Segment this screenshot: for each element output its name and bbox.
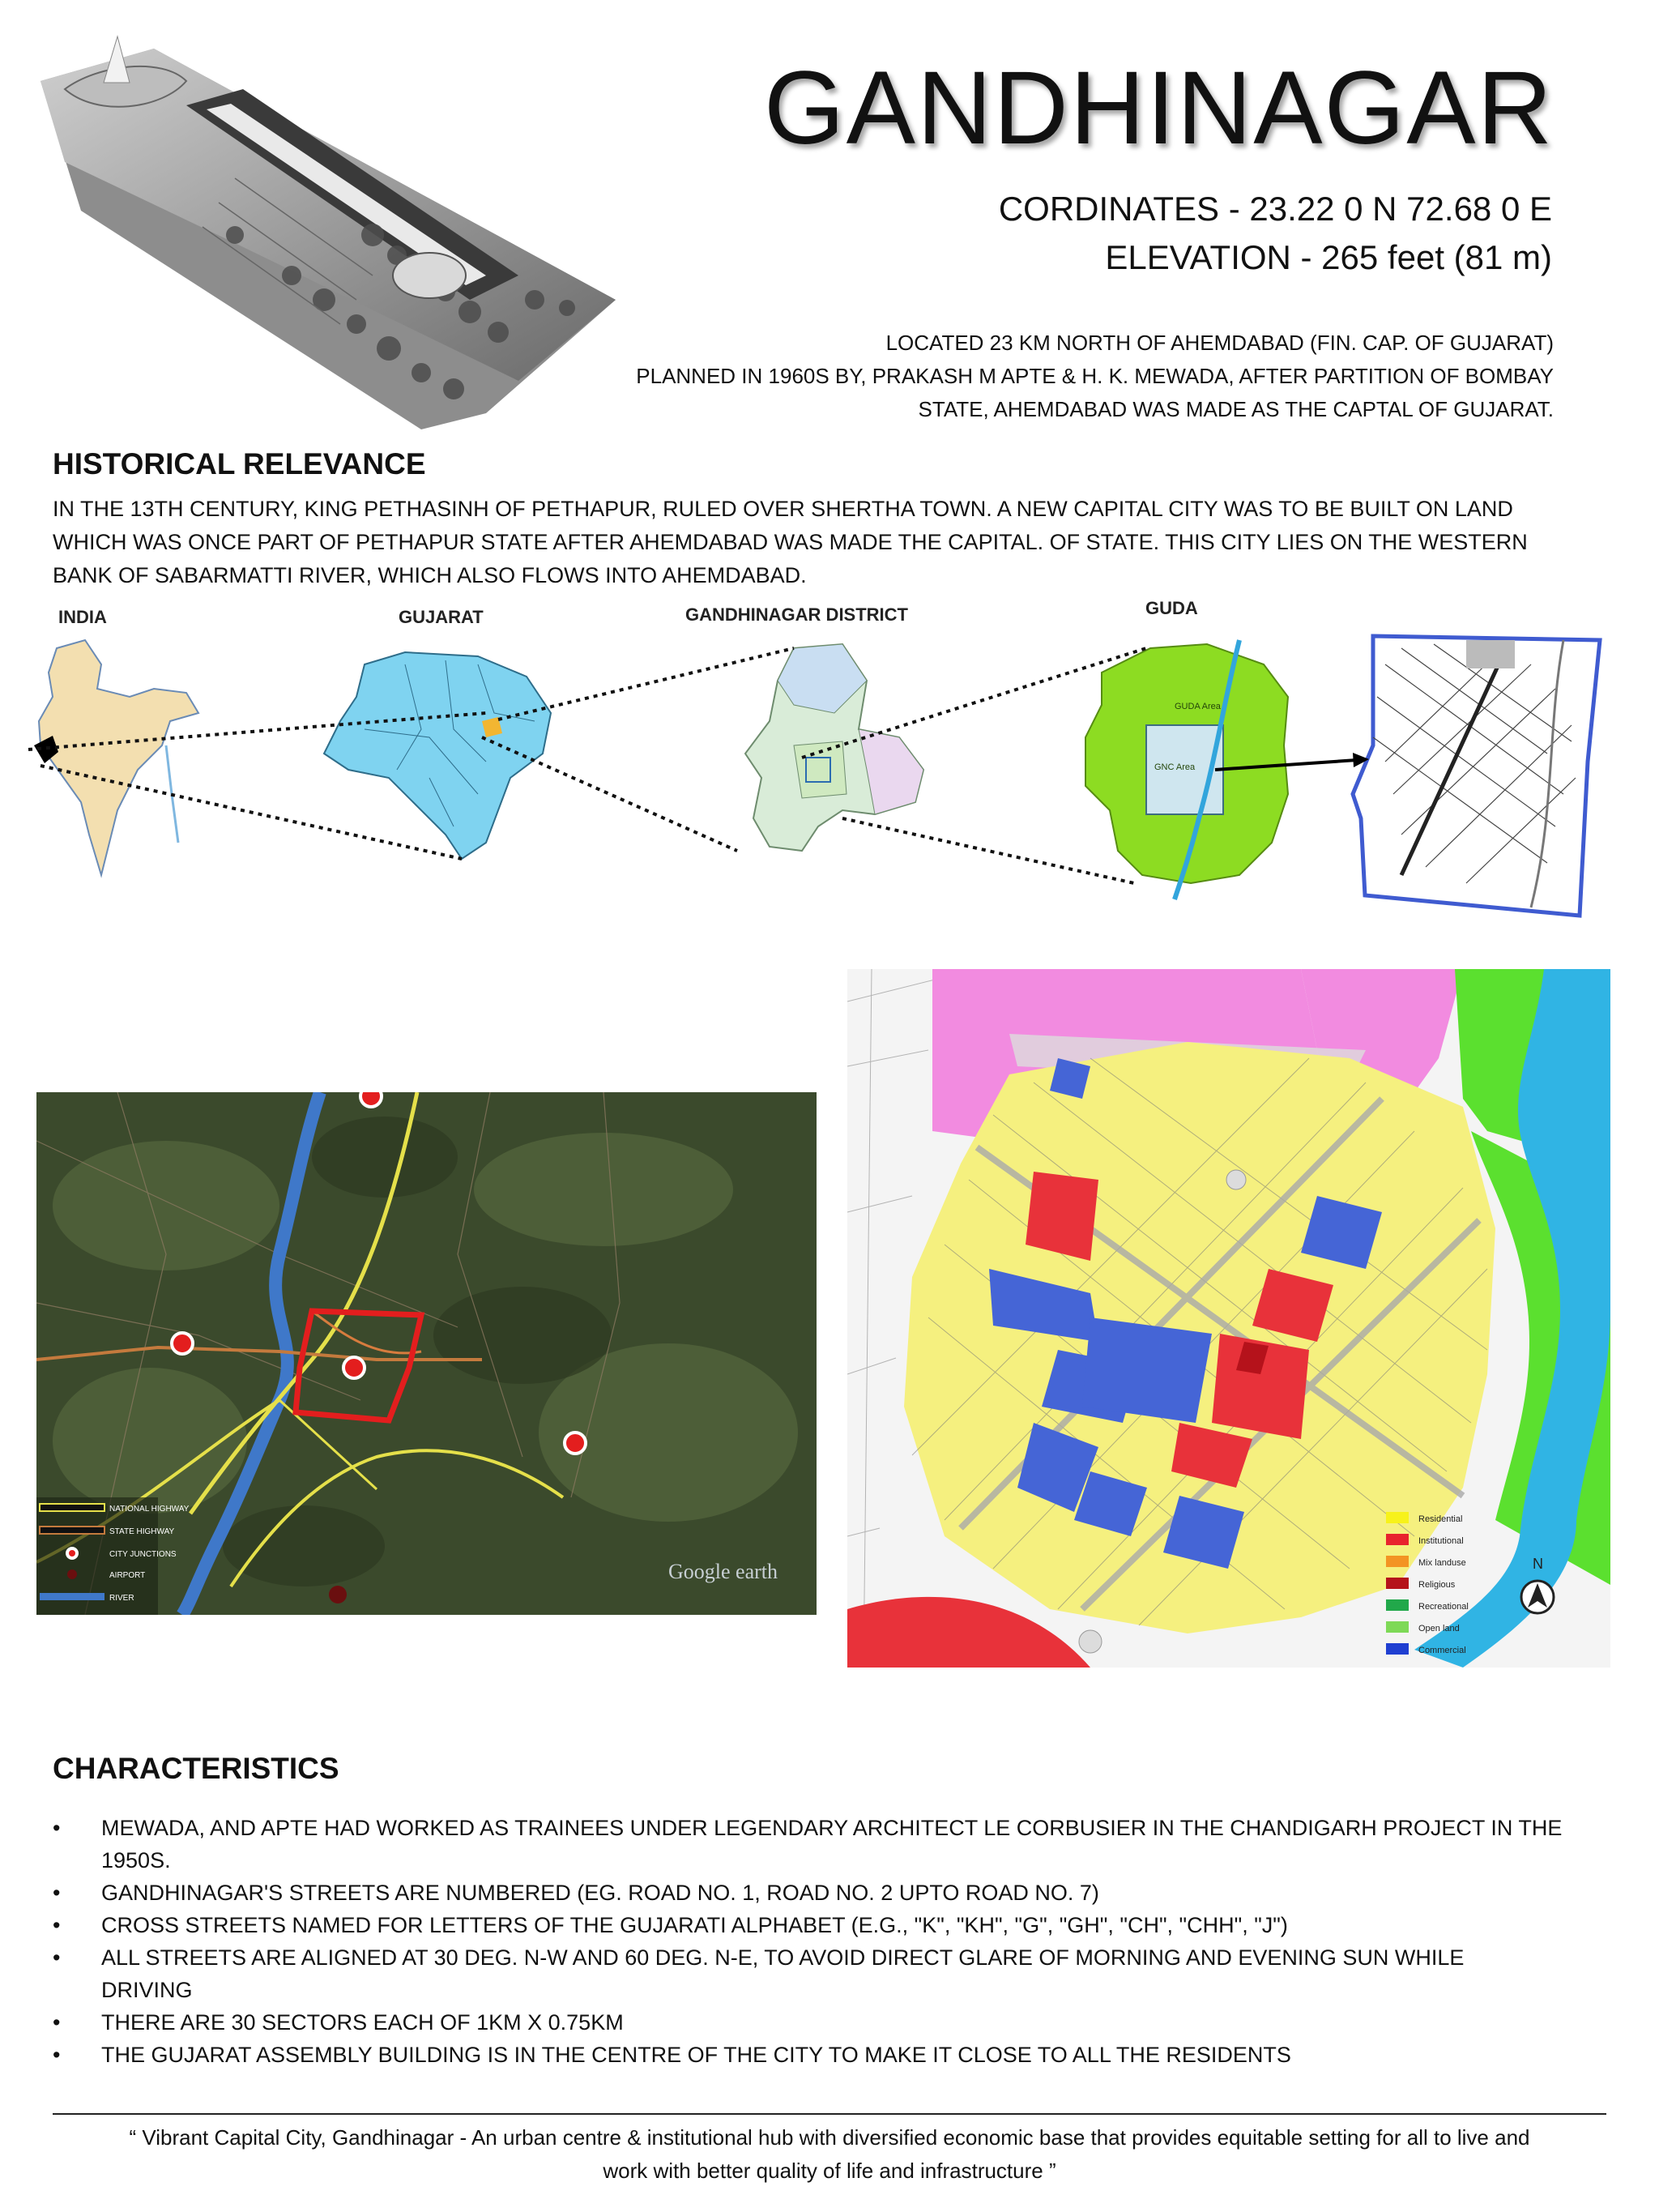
aerial-render-image — [32, 32, 624, 429]
location-line: LOCATED 23 KM NORTH OF AHEMDABAD (FIN. CAP. OF GUJARAT) — [885, 331, 1554, 355]
satellite-map-image — [36, 1092, 817, 1615]
location-line: STATE, AHEMDABAD WAS MADE AS THE CAPTAL OF GUJARAT. — [918, 397, 1554, 421]
list-item: • THERE ARE 30 SECTORS EACH OF 1KM X 0.75KM — [53, 2006, 1584, 2039]
characteristics-list — [53, 1812, 1584, 2071]
legend-label: NATIONAL HIGHWAY — [109, 1505, 190, 1514]
guda-area-tag: GUDA Area — [1175, 702, 1221, 711]
characteristics-heading: CHARACTERISTICS — [53, 1752, 339, 1785]
gnc-area-tag: GNC Area — [1154, 762, 1196, 772]
gandhinagar-district-map — [745, 644, 923, 851]
map-label-india: INDIA — [58, 607, 107, 627]
list-item: • GANDHINAGAR'S STREETS ARE NUMBERED (EG. ROAD NO. 1, ROAD NO. 2 UPTO ROAD NO. 7) — [53, 1877, 1584, 1909]
list-item: • ALL STREETS ARE ALIGNED AT 30 DEG. N-W AND 60 DEG. N-E, TO AVOID DIRECT GLARE OF MORNING AND EVENING SUN WHILE DRIVING — [53, 1941, 1584, 2006]
north-label: N — [1533, 1556, 1543, 1572]
legend-label: Religious — [1418, 1580, 1456, 1590]
vision-quote: “ Vibrant Capital City, Gandhinagar - An urban centre & institutional hub with diversified economic base that provides equitable setting for all to live and work with better quality of life and infrastructure ” — [129, 2125, 1530, 2183]
history-line: WHICH WAS ONCE PART OF PETHAPUR STATE AFTER AHEMDABAD WAS MADE THE CAPITAL. OF STATE. THIS CITY LIES ON THE WESTERN — [53, 530, 1528, 554]
legend-label: CITY JUNCTIONS — [109, 1550, 177, 1559]
land-use-map-image — [847, 969, 1610, 1668]
list-item: • MEWADA, AND APTE HAD WORKED AS TRAINEES UNDER LEGENDARY ARCHITECT LE CORBUSIER IN THE CHANDIGARH PROJECT IN THE 1950S. — [53, 1812, 1584, 1877]
map-watermark: Google earth — [668, 1560, 778, 1583]
map-label-gandhinagar-district: GANDHINAGAR DISTRICT — [685, 604, 908, 625]
location-map-strip — [24, 632, 1612, 940]
divider — [53, 2113, 1606, 2115]
location-line: PLANNED IN 1960S BY, PRAKASH M APTE & H. K. MEWADA, AFTER PARTITION OF BOMBAY — [636, 364, 1554, 388]
historical-relevance-text — [53, 493, 1592, 592]
list-item: • THE GUJARAT ASSEMBLY BUILDING IS IN THE CENTRE OF THE CITY TO MAKE IT CLOSE TO ALL THE RESIDENTS — [53, 2039, 1584, 2071]
page-title: GANDHINAGAR — [764, 50, 1554, 166]
historical-relevance-heading: HISTORICAL RELEVANCE — [53, 447, 426, 480]
city-plan-map — [1353, 636, 1600, 916]
legend-label: RIVER — [109, 1594, 134, 1603]
legend-label: Residential — [1418, 1514, 1463, 1524]
elevation-text: ELEVATION - 265 feet (81 m) — [1105, 238, 1552, 276]
legend-label: Recreational — [1418, 1602, 1469, 1612]
legend-label: Mix landuse — [1418, 1558, 1466, 1568]
guda-map — [1085, 640, 1288, 899]
legend-label: Commercial — [1418, 1646, 1466, 1655]
india-map — [34, 640, 198, 875]
legend-label: AIRPORT — [109, 1571, 146, 1580]
gujarat-map — [324, 652, 551, 859]
legend-label: Institutional — [1418, 1536, 1464, 1546]
history-line: BANK OF SABARMATTI RIVER, WHICH ALSO FLOWS INTO AHEMDABAD. — [53, 563, 807, 587]
legend-label: STATE HIGHWAY — [109, 1527, 175, 1536]
map-label-gujarat: GUJARAT — [399, 607, 484, 627]
history-line: IN THE 13TH CENTURY, KING PETHASINH OF PETHAPUR, RULED OVER SHERTHA TOWN. A NEW CAPITAL CITY WAS TO BE BUILT ON LAND — [53, 497, 1513, 521]
map-label-guda: GUDA — [1145, 598, 1198, 618]
list-item: • CROSS STREETS NAMED FOR LETTERS OF THE GUJARATI ALPHABET (E.G., "K", "KH", "G", "GH", "CH", "CHH", "J") — [53, 1909, 1584, 1941]
coordinates-text: CORDINATES - 23.22 0 N 72.68 0 E — [998, 190, 1552, 228]
legend-label: Open land — [1418, 1624, 1460, 1633]
